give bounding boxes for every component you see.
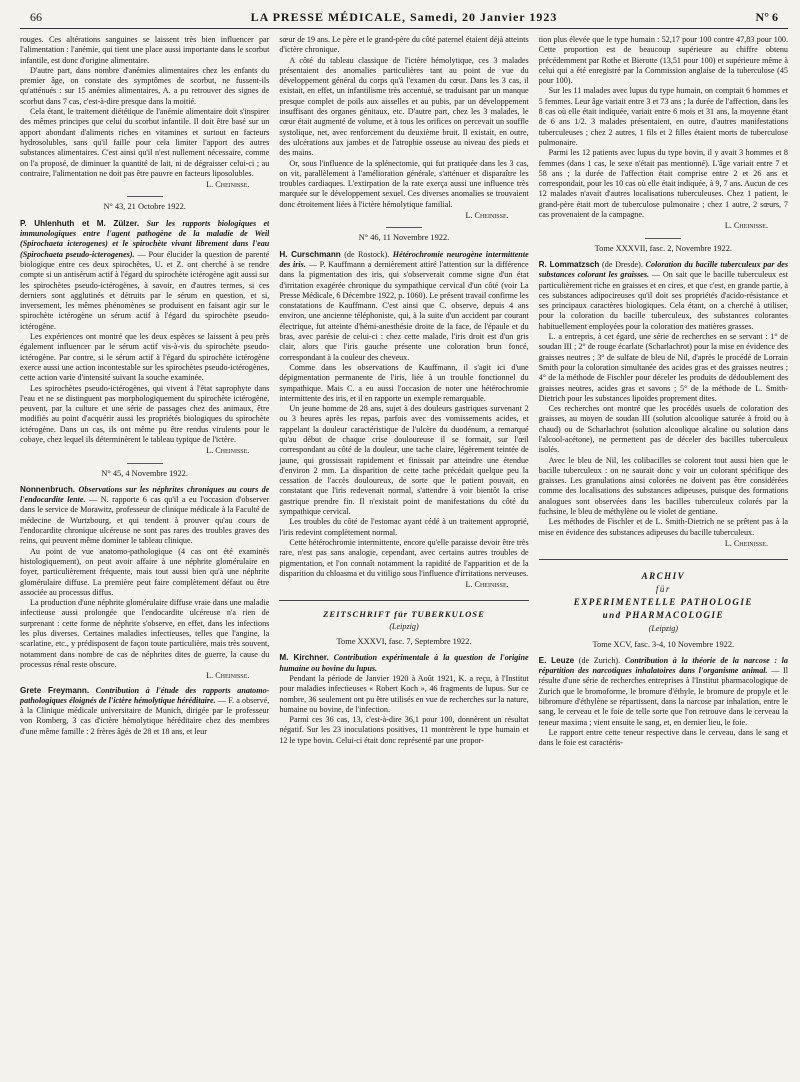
journal-title-line: und PHARMACOLOGIE (602, 610, 724, 621)
issue-dateline: N° 46, 11 Novembre 1922. (358, 233, 450, 243)
paragraph: — F. a observé, à la Clinique médicale universitaire de Munich, dirigée par le professeur von Romberg, 3 cas d'ictère hémolytique héréditaire chez des membres d'une même famille : 2 frères âgés de 28 et 18 ans, et leur (20, 695, 270, 736)
issue-dateline: N° 45, 4 Novembre 1922. (101, 468, 188, 478)
page-header (20, 6, 788, 29)
article-entry (279, 653, 528, 674)
journal-title-line: ARCHIV (641, 571, 686, 582)
paragraph: Pendant la période de Janvier 1920 à Août 1921, K. a reçu, à l'Institut pour maladies infectieuses « Robert Koch », 46 fragments de lupus. Sur ce nombre, 36 seulement ont pu être utilisés en vue de recherches sur la nature, humaine ou bovine, de l'infection. (279, 673, 529, 714)
separator (127, 196, 163, 197)
section-rule (539, 559, 788, 560)
paragraph: Avec le bleu de Nil, les colibacilles se colorent tout aussi bien que le bacille tuberculeux : on ne saurait donc y voir un colorant spécifique des graisses. Les granulations ainsi colorées ne doivent pas être considérées comme des localisations des substances adipeuses, puisque des formations analogues sont observées dans les bacilles tuberculeux colorés par la fuchsine, le bleu de méthylène ou le violet de gentiane. (538, 455, 788, 517)
journal-title (539, 570, 788, 622)
paragraph: Les méthodes de Fischler et de L. Smith-Dietrich ne se prêtent pas à la mise en évidence des substances adipeuses du bacille tuberculeux. (538, 517, 788, 537)
paragraph: Les troubles du côté de l'estomac ayant cédé à un traitement approprié, l'iris redevint complètement normal. (279, 517, 529, 537)
paragraph: — N. rapporte 6 cas qu'il a eu l'occasion d'observer dans le service de Morawitz, professeur de clinique médicale à la Faculté de médecine de Wurtzbourg, et qui tendent à prouver qu'au cours de l'endocardite chronique ulcéreuse ne sont pas rares des troubles graves des reins, qui peuvent même dominer le tableau clinique. (20, 495, 270, 546)
issue-dateline: Tome XCV, fasc. 3-4, 10 Novembre 1922. (592, 639, 735, 649)
signature: L. Cheinisse. (724, 221, 768, 231)
article-title: Sur les rapports biologiques et immunologiques entre l'agent pathogène de la maladie de Weil (Spirochaeta icterogenes) et le spirochète vivant librement dans l'eau (Spirochaeta pseudo-icterogenes). (20, 218, 270, 259)
paragraph: Les spirochètes pseudo-ictérogènes, qui vivent à l'état saprophyte dans l'eau et ne se distinguent pas morphologiquement du spirochète ictérogène, peuvent, par la culture et une série de passages chez des animaux, être modifiés au point d'acquérir aussi les propriétés biologiques du spirochète ictérogène. Dans un cas, ils ont même pu être rendus virulents pour le cobaye, chez lequel ils déterminèrent le tableau typique de l'ictère. (20, 383, 270, 444)
article-title: Contribution à l'étude des rapports anatomo-pathologiques éloignés de l'ictère hémolytique héréditaire. (20, 685, 270, 705)
article-title: Coloration du bacille tuberculeux par des substances colorant les graisses. (538, 259, 788, 280)
paragraph: sœur de 19 ans. Le père et le grand-père du côté paternel étaient déjà atteints d'ictère chronique. (279, 35, 529, 55)
signature: L. Cheinisse. (206, 446, 250, 456)
paragraph: Comme dans les observations de Kauffmann, il s'agit ici d'une dépigmentation permanente de l'iris, liée à un trouble fonctionnel du sympathique. Mais C. a eu aussi l'occasion de noter une hétérochromie intermittente des iris, et il en rapporte un exemple remarquable. (279, 362, 529, 403)
column-2 (279, 35, 528, 1081)
paragraph: — Pour élucider la question de parenté biologique entre ces deux spirochètes, U. et Z. ont cherché à se rendre compte si un antisérum actif à l'égard du spirochète ictérogène agit aussi sur les spirochètes pseudo-ictérogènes, à savoir, en d'autres termes, si ces derniers sont agglutinés et détruits par le sérum en question, et si, inversement, les mêmes phénomènes se produisent en faisant agir sur le spirochète ictérogène un sérum actif à l'égard du spirochète pseudo-ictérogène. (20, 249, 270, 331)
paragraph: — P. Kauffmann a dernièrement attiré l'attention sur la différence dans la pigmentation des iris, qui s'observerait comme signe d'un état d'irritation exagérée chronique du sympathique cervical d'un côté (voir La Presse Médicale, 6 Décembre 1922, p. 1060). Le présent travail confirme les constatations de Kauffmann. C'est ainsi que C. observe, depuis 4 ans environ, une ancienne téléphoniste, qui, à la suite d'un accident par courant électrique, fut atteinte d'hémi-anesthésie droite de la face, de l'épaule et du bras, avec parésie de celui-ci : chez cette malade, l'iris droit est d'un gris clair, alors que l'iris gauche présente une coloration brun foncé, correspondant à la couleur des cheveux. (279, 259, 529, 362)
paragraph: L. a entrepris, à cet égard, une série de recherches en se servant : 1° de soudan III ; 2° de rouge écarlate (Scharlachrot) pour la mise en évidence des graisses neutres ; 3° de sulfate de bleu de Nil, d'après le procédé de Lorrain Smith pour la coloration simultanée des acides gras et des graisses neutres ; 4° de la méthode de Fischler pour déceler les produits de dédoublement des graisses neutres, acides gras et savons ; 5° de la méthode de L. Smith-Dietrich pour les substances lipoïdes proprement dites. (538, 332, 788, 403)
paragraph: Un jeune homme de 28 ans, sujet à des douleurs gastriques survenant 2 ou 3 heures après les repas, parfois avec des vomissements acides, et rappelant la douleur caractéristique de l'ulcère du duodénum, a remarqué qu'au début de chaque crise douloureuse il se formait, sur l'œil correspondant au côté de la douleur, une tache claire, légèrement teintée de jaune, qui grossissait rapidement et finissait par atteindre une étendue d'environ 2 mm. La disparition de cette tache précédait quelque peu la cessation de l'accès douloureux, de sorte que le patient pouvait, en constatant que l'iris redevenait normal, s'attendre à voir bientôt la crise gastrique prendre fin. Il n'existait point de manifestations du côté du sympathique cervical. (279, 404, 529, 517)
section-rule (279, 600, 528, 601)
paragraph: — On sait que le bacille tuberculeux est particulièrement riche en graisses et en cires, et que c'est, en grande partie, à ces substances adipocireuses qu'il doit ses propriétés d'acido-résistance et ses principaux caractères biologiques. Cela étant, on a cherché à utiliser, pour la coloration du bacille tuberculeux, des substances colorantes habituellement employées pour la coloration des matières grasses. (538, 270, 788, 331)
article-author: Grete Freymann. (20, 685, 90, 695)
journal-city: (Leipzig) (389, 621, 419, 631)
paragraph: Sur les 11 malades avec lupus du type humain, on comptait 6 hommes et 5 femmes. Leur âge variait entre 3 et 73 ans ; la durée de l'affection, dans les 8 cas où elle était indiquée, variait entre 6 mois et 31 ans, la moyenne étant de 6 ans 1/2. 3 malades présentaient, en outre, d'autres manifestations tuberculeuses ; chez 2 autres, 1 fils et 2 filles étaient morts de tuberculose pulmonaire. (538, 86, 788, 147)
column-1 (20, 35, 269, 1081)
paragraph: rouges. Ces altérations sanguines se laissent très bien influencer par l'alimentation : l'anémie, qui tient une place aussi importante dans le scorbut infantile, est donc d'origine alimentaire. (20, 35, 270, 65)
article-author: R. Lommatzsch (538, 259, 600, 269)
article-author: P. Uhlenhuth et M. Zülzer. (20, 218, 140, 228)
journal-title: ZEITSCHRIFT für TUBERKULOSE (323, 609, 485, 620)
article-title: Hétérochromie neurogène intermittente des iris. (279, 249, 529, 269)
paragraph: tion plus élevée que le type humain : 52,17 pour 100 contre 47,83 pour 100. Cette proportion est de beaucoup supérieure au chiffre obtenu précédemment par Rothe et Bierotte (13,51 pour 100) et supérieure même à celui qui a été enregistré par la Commission anglaise de la tuberculose (45 pour 100). (538, 35, 788, 86)
article-author: M. Kirchner. (279, 653, 329, 663)
separator (386, 227, 422, 228)
issue-dateline: Tome XXXVII, fasc. 2, Novembre 1922. (594, 243, 732, 253)
issue-dateline: N° 43, 21 Octobre 1922. (103, 202, 186, 212)
article-title: Observations sur les néphrites chroniques au cours de l'endocardite lente. (20, 484, 270, 505)
column-3 (539, 35, 788, 1081)
article-entry (20, 219, 269, 332)
paragraph: Au point de vue anatomo-pathologique (4 cas ont été examinés histologiquement), on peut avoir affaire à une néphrite glomérulaire en foyer, particulièrement fréquente, mais tout aussi bien qu'à une néphrite glomérulaire diffuse. La première peut faire complètement défaut ou être associée au processus diffus. (20, 546, 270, 597)
article-affiliation: (de Dresde). (602, 259, 643, 269)
article-entry (539, 656, 788, 728)
paragraph: Parmi ces 36 cas, 13, c'est-à-dire 36,1 pour 100, donnèrent un résultat négatif. Sur les 23 inoculations positives, 11 montrèrent le type humain et 12 le type bovin. Celui-ci était donc représenté par une propor- (279, 715, 529, 745)
article-entry (539, 260, 788, 332)
paragraph: Cela étant, le traitement diététique de l'anémie alimentaire doit s'inspirer des mêmes principes que celui du scorbut infantile. Il doit être basé sur un apport abondant d'aliments riches en vitamines et surtout en facteurs hydrosolubles, sans qu'il faille pour cela limiter l'apport des autres substances alimentaires. C'est ainsi qu'il n'est nullement nécessaire, comme on l'a proposé, de diminuer la quantité de lait, ni de dégraisser celui-ci ; au contraire, l'alimentation ne doit pas être pauvre en facteurs liposolubles. (20, 107, 270, 178)
signature: L. Cheinisse. (206, 671, 250, 681)
article-title: Contribution à la théorie de la narcose : la répartition des narcotiques inhalatoires dans l'organisme animal. (538, 655, 788, 676)
article-affiliation: (de Zurich). (578, 655, 621, 665)
separator (127, 463, 163, 464)
paragraph: Le rapport entre cette teneur respective dans le cerveau, dans le sang et dans le foie est caractéris- (538, 727, 788, 748)
signature: L. Cheinisse. (465, 580, 509, 590)
paragraph: La production d'une néphrite glomérulaire diffuse vraie dans une maladie infectieuse aussi prolongée que l'endocardite ulcéreuse n'a rien de surprenant : cette forme de néphrite s'observe, en effet, dans les infections les plus diverses. Certaines maladies infectieuses, telles que l'angine, la scarlatine, etc., y prédisposent de façon toute particulière, mais très souvent, notamment dans nombre de cas de néphrites dites de guerre, la cause du processus rénal reste obscure. (20, 598, 270, 669)
issue-number: N° 6 (755, 10, 778, 24)
separator (645, 238, 681, 239)
article-author: H. Curschmann (279, 249, 341, 259)
article-author: Nonnenbruch. (20, 484, 76, 494)
journal-city: (Leipzig) (648, 624, 678, 634)
paragraph: Or, sous l'influence de la splénectomie, qui fut pratiquée dans les 3 cas, on vit, parallèlement à l'amélioration générale, s'atténuer et disparaître les troubles cardiaques. L'extirpation de la rate exerça aussi une influence très marquée sur le développement sexuel. Ces diverses anomalies se trouvaient donc étroitement liées à l'ictère hémolytique familial. (279, 158, 529, 209)
journal-title-line: EXPERIMENTELLE PATHOLOGIE (573, 597, 753, 608)
signature: L. Cheinisse. (724, 538, 768, 548)
article-affiliation: (de Rostock). (344, 249, 390, 259)
article-author: E. Leuze (538, 655, 575, 665)
article-entry (20, 686, 269, 737)
columns (20, 29, 788, 1081)
paragraph: — Il résulte d'une série de recherches entreprises à l'Institut pharmacologique de Zurich que le bromoforme, le bromure d'éthyle, le bromure de propyle et le bibromure d'éthylène se répartissent, dans la narcose par inhalation, entre le sang, le cerveau et le foie de telle sorte que l'on retrouve dans le cerveau la teneur maxima ; vient ensuite le sang, et, en dernier lieu, le foie. (538, 666, 788, 727)
paragraph: D'autre part, dans nombre d'anémies alimentaires chez les enfants du premier âge, on constate des symptômes de scorbut, ne fussent-ils qu'atténués : sur 15 anémies alimentaires, A. a pu retrouver des signes de scorbut dans 7 cas, c'est-à-dire presque dans la moitié. (20, 65, 270, 106)
paragraph: Ces recherches ont montré que les procédés usuels de coloration des graisses, au moyen de soudan III (solution alcoolique saturée à froid ou à chaud) ou de Scharlachrot (solution alcoolique alcaline ou solution dans l'alcool-acétone), ne permettent pas de déceler des bacilles tuberculeux isolés. (538, 404, 788, 455)
paragraph: A côté du tableau classique de l'ictère hémolytique, ces 3 malades présentaient des anomalies particulières tant au point de vue du développement général du corps qu'à l'examen du cœur. Dans les 3 cas, il existait, en effet, un infantilisme très accentué, se traduisant par un manque presque complet de poils aux aisselles et au pubis, par un développement insuffisant des organes génitaux, etc. D'autre part, chez les 3 malades, le cœur était augmenté de volume, et à tous les orifices on percevait un souffle systolique, net, avec renforcement du deuxième bruit. Il existait, en outre, des ulcérations aux jambes et de l'atrophie osseuse au niveau des pieds et des mains. (279, 55, 529, 158)
page-number: 66 (30, 10, 42, 24)
article-title: Contribution expérimentale à la question de l'origine humaine ou bovine du lupus. (279, 653, 529, 673)
page-title: LA PRESSE MÉDICALE, Samedi, 20 Janvier 1923 (250, 10, 558, 24)
paragraph: Les expériences ont montré que les deux espèces se laissent à peu près également influencer par le sérum actif vis-à-vis du spirochète pseudo-ictérogène. Par contre, si le sérum actif à l'égard du spirochète ictérogène exerce aussi une action incontestable sur les spirochètes pseudo-ictérogènes, cette action varie d'intensité suivant la souche examinée. (20, 332, 270, 383)
paragraph: Cette hétérochromie intermittente, encore qu'elle paraisse devoir être très rare, n'est pas sans analogie, cependant, avec certains autres troubles de pigmentation, et l'on connaît notamment la rapidité de l'apparition et de la disparition du chloasma et du vitiligo sous l'influence d'irritations nerveuses. (279, 537, 529, 578)
issue-dateline: Tome XXXVI, fasc. 7, Septembre 1922. (336, 637, 472, 647)
signature: L. Cheinisse. (206, 180, 250, 190)
paragraph: Parmi les 12 patients avec lupus du type bovin, il y avait 3 hommes et 8 femmes (dans 1 cas, le sexe n'était pas mentionné). L'âge variait entre 7 et 58 ans ; la durée de l'affection était comprise entre 2 et 26 ans et correspondait, pour les 10 cas où elle était indiquée, à 9, 7 ans. Aucun de ces 12 malades n'avait d'autres localisations tuberculeuses. Chez 1 patient, le grand-père était mort de tuberculose pulmonaire ; chez 1 autre, 2 sœurs, 7 cas provenaient de la campagne. (538, 148, 788, 220)
article-entry (279, 250, 528, 363)
journal-title-line: für (655, 584, 671, 595)
article-entry (20, 485, 269, 547)
signature: L. Cheinisse. (465, 211, 509, 221)
